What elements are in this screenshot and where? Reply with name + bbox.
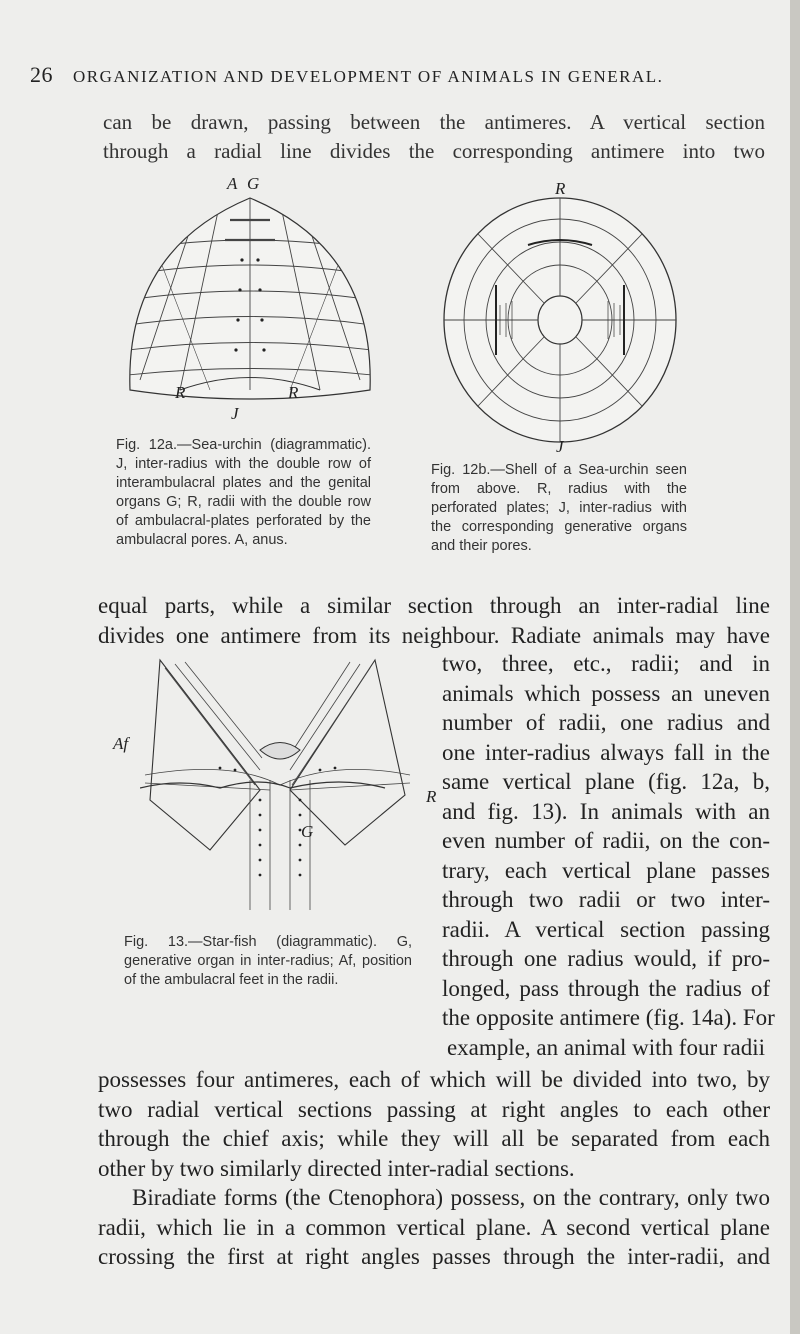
page-number: 26	[30, 62, 53, 87]
figure-12a-sea-urchin	[120, 190, 380, 410]
paragraph-top	[103, 108, 765, 166]
text-line: and fig. 13). In animals with an	[442, 798, 770, 824]
text-line: one inter-radius always fall in the	[442, 739, 770, 765]
fig12b-label-r: R	[555, 179, 566, 198]
page-edge	[790, 0, 800, 1334]
figure-12b-shell	[440, 195, 680, 445]
text-line: number of radii, one radius and	[442, 710, 770, 735]
fig12b-label-j: J	[556, 437, 564, 456]
text-line: divides one antimere from its neighbour. Radiate animals may have	[98, 622, 770, 648]
fig13-caption: Fig. 13.—Star-fish (diagrammatic). G, generative organ in inter-radius; Af, position of the ambulacral feet in the radii.	[124, 934, 412, 988]
fig12a-label-g: G	[247, 174, 260, 193]
fig13-label-af: Af	[113, 734, 129, 753]
text-line: other by two similarly directed inter-radial sections.	[98, 1155, 575, 1181]
text-line: through the chief axis; while they will all be separated from each	[98, 1126, 770, 1151]
fig12a-label-a: A	[227, 174, 238, 193]
text-line: even number of radii, on the con-	[442, 828, 770, 853]
text-line: example, an animal with four radii	[446, 1034, 766, 1060]
fig13-label-r: R	[426, 787, 437, 806]
fig13-label-g: G	[301, 822, 314, 841]
text-line: radii, which lie in a common vertical plane. A second vertical plane	[98, 1214, 770, 1240]
text-line: possesses four antimeres, each of which will be divided into two, by	[98, 1067, 770, 1092]
fig12a-caption: Fig. 12a.—Sea-urchin (diagrammatic). J, inter-radius with the double row of interambulacral plates and the genital organs G; R, radii with the double row of ambulacral-plates perforated by the ambulacral pores. A, anus.	[116, 437, 371, 548]
figure-13-star-fish	[140, 650, 420, 920]
text-line: crossing the first at right angles passes through the inter-radii, and	[98, 1244, 770, 1269]
paragraph-middle	[98, 591, 770, 650]
fig12b-caption: Fig. 12b.—Shell of a Sea-urchin seen from above. R, radius with the perforated plates; J, inter-radius with the corresponding generative organs and their pores.	[431, 462, 687, 554]
text-line: equal parts, while a similar section through an inter-radial line	[98, 593, 770, 618]
text-line: longed, pass through the radius of	[442, 975, 770, 1001]
text-line: through one radius would, if pro-	[442, 946, 770, 971]
text-line: animals which possess an uneven	[442, 680, 770, 706]
running-title: ORGANIZATION AND DEVELOPMENT OF ANIMALS IN GENERAL.	[73, 67, 664, 86]
text-line: radii. A vertical section passing	[442, 916, 770, 942]
text-line: same vertical plane (fig. 12a, b,	[442, 769, 770, 794]
fig12a-label-j: J	[231, 404, 239, 423]
text-line: through two radii or two inter-	[442, 887, 770, 912]
text-line: two, three, etc., radii; and in	[442, 651, 770, 676]
page-header	[30, 62, 770, 88]
text-line: the opposite antimere (fig. 14a). For	[442, 1005, 775, 1030]
text-line: can be drawn, passing between the antimeres. A vertical section	[103, 110, 765, 134]
paragraph-bottom	[98, 1065, 770, 1272]
fig12a-label-r-left: R	[175, 383, 186, 402]
text-line: two radial vertical sections passing at right angles to each other	[98, 1096, 770, 1122]
paragraph-middle-side	[442, 649, 775, 1062]
text-line: Biradiate forms (the Ctenophora) possess, on the contrary, only two	[132, 1185, 770, 1210]
text-line: trary, each vertical plane passes	[442, 857, 770, 883]
fig12a-label-r-right: R	[288, 383, 299, 402]
text-line: through a radial line divides the corresponding antimere into two	[103, 139, 765, 163]
